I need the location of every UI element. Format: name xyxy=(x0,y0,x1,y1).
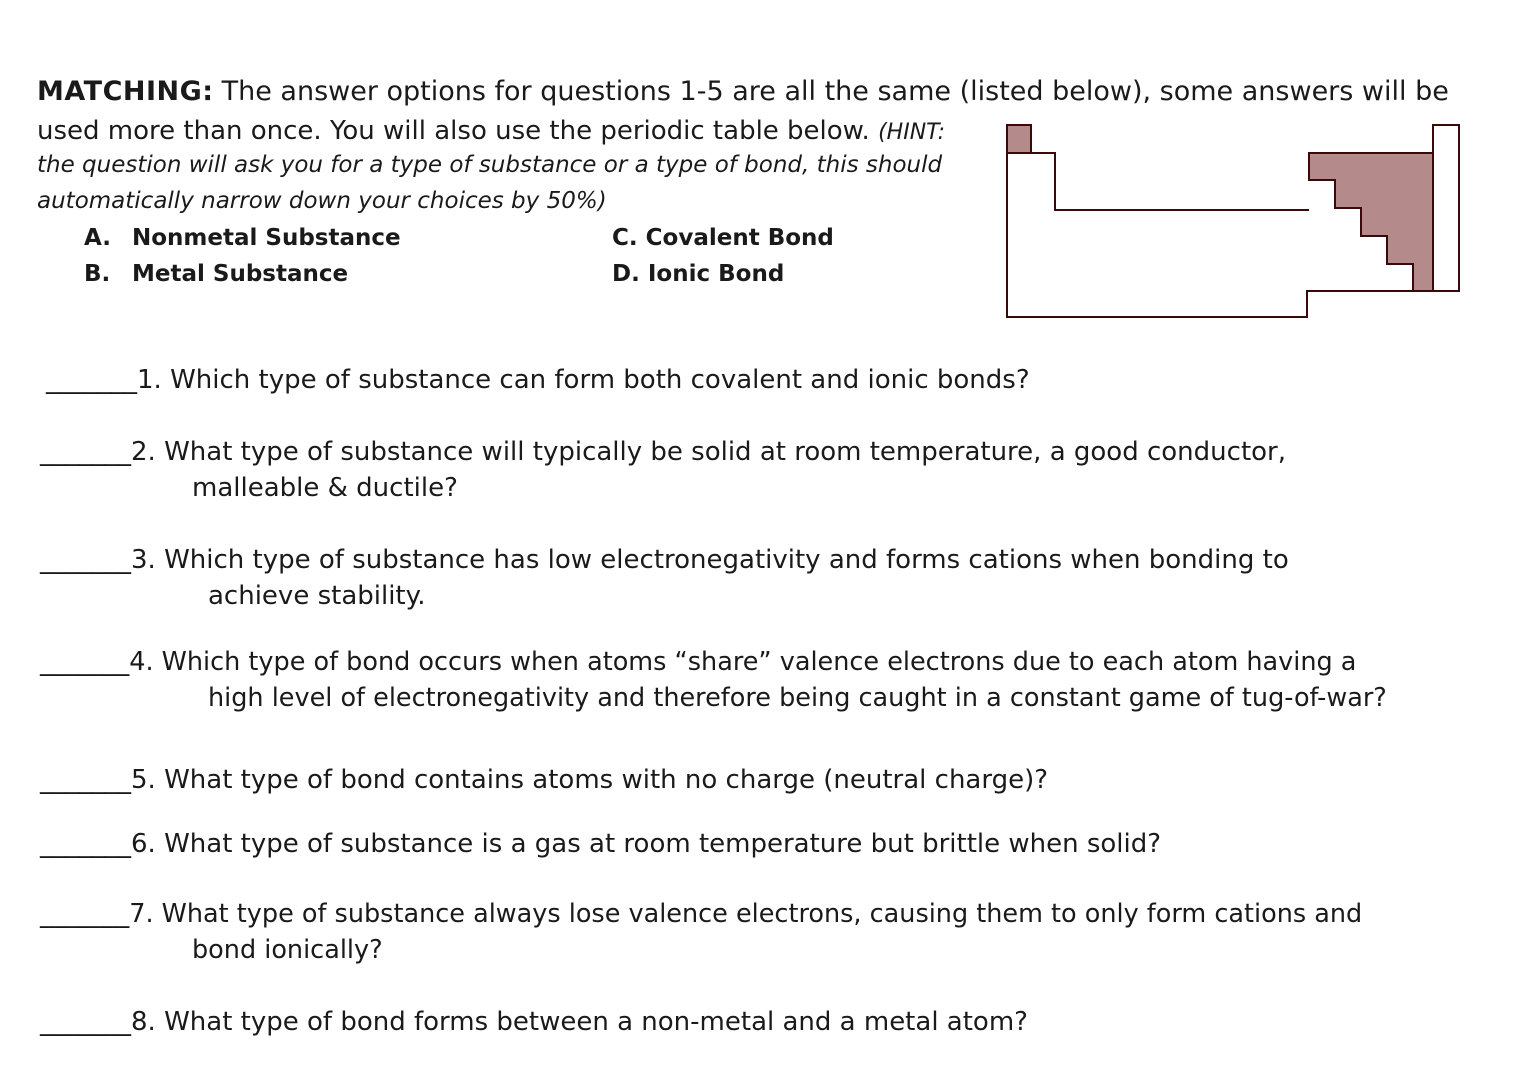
periodic-table-diagram xyxy=(1005,123,1465,323)
question-text-continued: achieve stability. xyxy=(208,581,426,611)
question-text: 6. What type of substance is a gas at room temperature but brittle when solid? xyxy=(131,829,1162,859)
question-1 xyxy=(46,362,1030,398)
option-text: Ionic Bond xyxy=(647,261,785,287)
question-3 xyxy=(40,542,1289,614)
option-a xyxy=(84,225,401,251)
option-text: Metal Substance xyxy=(132,261,349,287)
option-letter: A. xyxy=(84,225,111,251)
question-5 xyxy=(40,762,1048,798)
question-6 xyxy=(40,826,1161,862)
question-text: 1. Which type of substance can form both covalent and ionic bonds? xyxy=(137,365,1030,395)
intro-text-1: The answer options for questions 1-5 are all the same (listed below), some answers will be xyxy=(221,76,1449,107)
answer-blank[interactable]: _______ xyxy=(40,765,131,795)
answer-blank[interactable]: _______ xyxy=(40,437,131,467)
matching-label: MATCHING: xyxy=(37,76,214,107)
question-8 xyxy=(40,1004,1028,1040)
question-7 xyxy=(40,896,1362,968)
question-text: 4. Which type of bond occurs when atoms “share” valence electrons due to each atom having a xyxy=(129,647,1357,677)
intro-text-2: used more than once. You will also use the periodic table below. xyxy=(37,116,870,146)
option-letter: B. xyxy=(84,261,111,287)
answer-blank[interactable]: _______ xyxy=(40,899,130,929)
option-b xyxy=(84,261,348,287)
hint-line-2: the question will ask you for a type of substance or a type of bond, this should xyxy=(37,152,943,178)
question-text-continued: malleable & ductile? xyxy=(192,473,458,503)
question-4 xyxy=(40,644,1387,716)
question-text: 5. What type of bond contains atoms with no charge (neutral charge)? xyxy=(131,765,1049,795)
answer-blank[interactable]: _______ xyxy=(40,545,131,575)
nonmetal-region xyxy=(1007,125,1031,153)
option-text: Nonmetal Substance xyxy=(132,225,401,251)
nonmetal-region-right xyxy=(1309,153,1433,291)
question-text-continued: high level of electronegativity and therefore being caught in a constant game of tug-of-war? xyxy=(208,683,1387,713)
option-letter: C. xyxy=(612,225,638,251)
question-text: 7. What type of substance always lose valence electrons, causing them to only form cations and xyxy=(129,899,1363,929)
question-text: 2. What type of substance will typically be solid at room temperature, a good conductor, xyxy=(131,437,1286,467)
answer-blank[interactable]: _______ xyxy=(40,829,131,859)
question-text: 3. Which type of substance has low electronegativity and forms cations when bonding to xyxy=(131,545,1289,575)
question-text-continued: bond ionically? xyxy=(192,935,383,965)
option-letter: D. xyxy=(612,261,640,287)
instructions-line-1 xyxy=(37,72,1477,112)
instructions-line-2 xyxy=(37,112,945,152)
option-text: Covalent Bond xyxy=(645,225,834,251)
answer-blank[interactable]: _______ xyxy=(46,365,137,395)
answer-blank[interactable]: _______ xyxy=(40,647,130,677)
hint-line-3: automatically narrow down your choices by 50%) xyxy=(37,188,607,214)
question-2 xyxy=(40,434,1286,506)
noble-gas-column xyxy=(1433,125,1459,291)
hint-start: (HINT: xyxy=(878,120,945,145)
option-d xyxy=(612,261,784,287)
answer-blank[interactable]: _______ xyxy=(40,1007,131,1037)
option-c xyxy=(612,225,834,251)
question-text: 8. What type of bond forms between a non-metal and a metal atom? xyxy=(131,1007,1028,1037)
